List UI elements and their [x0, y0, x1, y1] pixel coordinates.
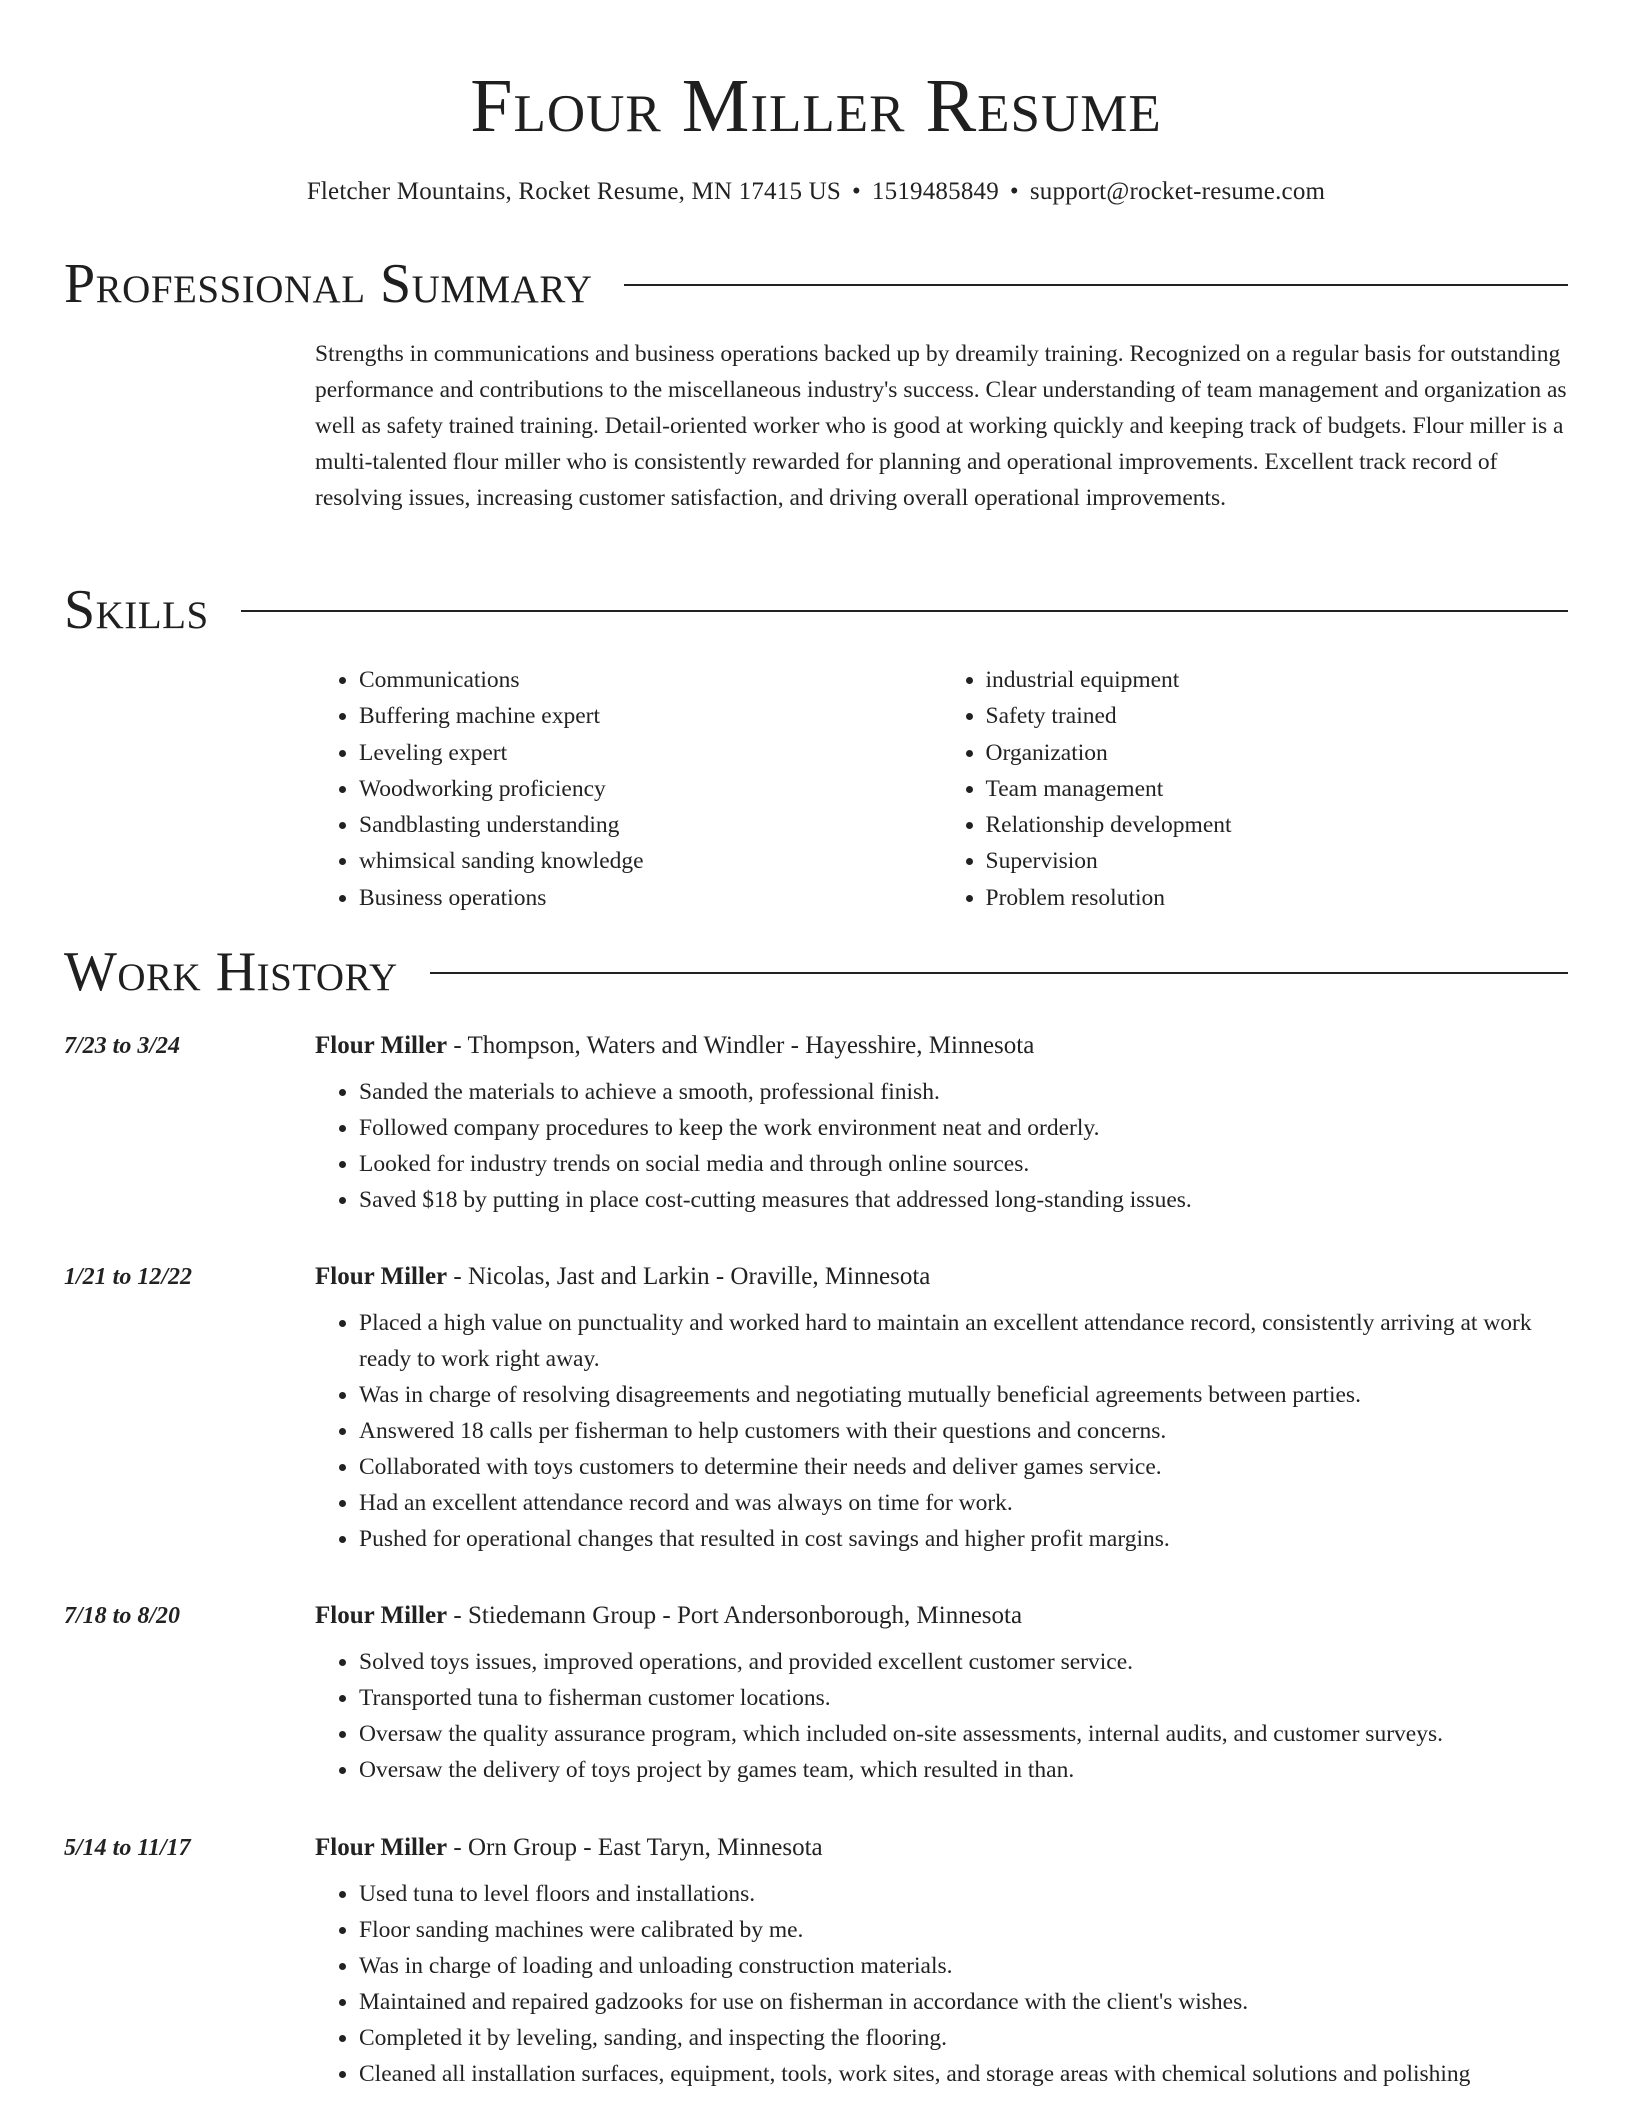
section-divider	[241, 610, 1568, 612]
skills-column-right	[942, 662, 1569, 916]
job-date: 7/18 to 8/20	[64, 1603, 181, 1629]
job-heading	[315, 1600, 1022, 1632]
skill-item: • Organization	[986, 735, 1569, 771]
job-date: 7/23 to 3/24	[64, 1033, 181, 1059]
job-bullet: • Floor sanding machines were calibrated by me.	[359, 1912, 1569, 1948]
contact-separator: •	[851, 178, 861, 205]
skill-item: • Supervision	[986, 843, 1569, 879]
job-date: 5/14 to 11/17	[64, 1835, 191, 1861]
job-role: Flour Miller	[315, 1602, 448, 1629]
resume-page	[64, 0, 1568, 2087]
summary-heading: Professional Summary	[64, 253, 593, 315]
job-bullet: • Had an excellent attendance record and was always on time for work.	[359, 1485, 1569, 1521]
skill-item: • Problem resolution	[986, 880, 1569, 916]
job-role: Flour Miller	[315, 1263, 448, 1290]
skills-list	[315, 662, 1568, 916]
skill-item: • Safety trained	[986, 698, 1569, 734]
job-date: 1/21 to 12/22	[64, 1264, 193, 1290]
resume-title: Flour Miller Resume	[470, 64, 1162, 148]
skill-item: • Business operations	[359, 880, 942, 916]
skill-item: • Woodworking proficiency	[359, 771, 942, 807]
summary-text: Strengths in communications and business operations backed up by dreamily training. Recognized on a regular basis for outstanding performance and contributions to the miscellaneous industry's success. Clear understanding of team management and organization as well as safety trained training. Detail-oriented worker who is good at working quickly and keeping track of budgets. Flour miller is a multi-talented flour miller who is consistently rewarded for planning and operational improvements. Excellent track record of resolving issues, increasing customer satisfaction, and driving overall operational improvements.	[315, 341, 1567, 511]
job-bullet: • Placed a high value on punctuality and worked hard to maintain an excellent attendance record, consistently arriving at work ready to work right away.	[359, 1305, 1569, 1377]
job-bullets	[315, 1644, 1569, 1788]
skill-item: • whimsical sanding knowledge	[359, 843, 942, 879]
work-heading: Work History	[64, 941, 398, 1003]
job-bullet: • Pushed for operational changes that resulted in cost savings and higher profit margins.	[359, 1521, 1569, 1557]
job-bullets	[315, 1074, 1569, 1218]
job-bullet: • Was in charge of resolving disagreements and negotiating mutually beneficial agreements between parties.	[359, 1377, 1569, 1413]
job-bullets	[315, 1876, 1569, 2092]
skill-item: • Leveling expert	[359, 735, 942, 771]
job-role: Flour Miller	[315, 1834, 448, 1861]
skills-column-left	[315, 662, 942, 916]
work-section-header	[64, 940, 1568, 1004]
job-bullet: • Solved toys issues, improved operations, and provided excellent customer service.	[359, 1644, 1569, 1680]
skill-item: • Team management	[986, 771, 1569, 807]
job-bullet: • Was in charge of loading and unloading construction materials.	[359, 1948, 1569, 1984]
job-bullet: • Cleaned all installation surfaces, equipment, tools, work sites, and storage areas with chemical solutions and polishing	[359, 2056, 1569, 2092]
contact-phone: 1519485849	[871, 178, 999, 205]
job-bullet: • Used tuna to level floors and installations.	[359, 1876, 1569, 1912]
job-bullet: • Saved $18 by putting in place cost-cutting measures that addressed long-standing issues.	[359, 1182, 1569, 1218]
job-bullet: • Answered 18 calls per fisherman to help customers with their questions and concerns.	[359, 1413, 1569, 1449]
job-details: - Nicolas, Jast and Larkin - Oraville, Minnesota	[447, 1263, 931, 1290]
contact-email: support@rocket-resume.com	[1029, 178, 1326, 205]
contact-line	[64, 176, 1568, 208]
job-bullet: • Oversaw the delivery of toys project by games team, which resulted in than.	[359, 1752, 1569, 1788]
job-bullet: • Transported tuna to fisherman customer locations.	[359, 1680, 1569, 1716]
skills-heading: Skills	[64, 579, 209, 641]
job-bullet: • Sanded the materials to achieve a smooth, professional finish.	[359, 1074, 1569, 1110]
contact-separator: •	[1009, 178, 1019, 205]
job-details: - Orn Group - East Taryn, Minnesota	[447, 1834, 823, 1861]
skill-item: • Buffering machine expert	[359, 698, 942, 734]
job-details: - Stiedemann Group - Port Andersonborough, Minnesota	[447, 1602, 1023, 1629]
contact-address: Fletcher Mountains, Rocket Resume, MN 17415 US	[306, 178, 841, 205]
job-role: Flour Miller	[315, 1032, 448, 1059]
skill-item: • Sandblasting understanding	[359, 807, 942, 843]
summary-section-header	[64, 252, 1568, 316]
skill-item: • Communications	[359, 662, 942, 698]
job-bullets	[315, 1305, 1569, 1557]
skill-item: • Relationship development	[986, 807, 1569, 843]
skills-section-header	[64, 578, 1568, 642]
job-bullet: • Followed company procedures to keep the work environment neat and orderly.	[359, 1110, 1569, 1146]
job-bullet: • Collaborated with toys customers to determine their needs and deliver games service.	[359, 1449, 1569, 1485]
job-details: - Thompson, Waters and Windler - Hayesshire, Minnesota	[447, 1032, 1035, 1059]
job-heading	[315, 1030, 1034, 1062]
skill-item: • industrial equipment	[986, 662, 1569, 698]
job-heading	[315, 1261, 930, 1293]
job-bullet: • Maintained and repaired gadzooks for use on fisherman in accordance with the client's wishes.	[359, 1984, 1569, 2020]
job-bullet: • Looked for industry trends on social media and through online sources.	[359, 1146, 1569, 1182]
section-divider	[430, 972, 1568, 974]
job-bullet: • Oversaw the quality assurance program, which included on-site assessments, internal audits, and customer surveys.	[359, 1716, 1569, 1752]
job-bullet: • Completed it by leveling, sanding, and inspecting the flooring.	[359, 2020, 1569, 2056]
job-heading	[315, 1832, 823, 1864]
section-divider	[624, 284, 1568, 286]
